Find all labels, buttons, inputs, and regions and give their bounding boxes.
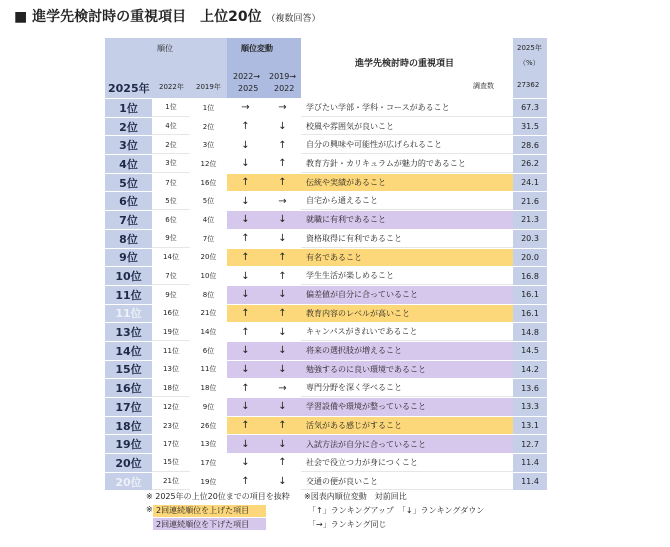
change-2019-2022-arrow: → (264, 99, 301, 117)
page-title (14, 6, 320, 26)
item-label: 将来の選択肢が増えること (301, 342, 513, 360)
change-2022-2025-arrow: ↓ (227, 286, 264, 304)
rank-2022-cell: 16位 (152, 305, 190, 323)
change-2019-2022-arrow: ↑ (264, 454, 301, 472)
change-b-label: 2019→ (269, 72, 297, 81)
change-2022-2025-arrow: ↓ (227, 211, 264, 229)
rank-2019-cell: 20位 (190, 249, 227, 267)
percent-cell: 12.7 (513, 435, 547, 453)
item-label: 専門分野を深く学べること (301, 379, 513, 397)
item-label: 校風や雰囲気が良いこと (301, 118, 513, 136)
item-label: 伝統や実績があること (301, 174, 513, 192)
percent-cell: 11.4 (513, 473, 547, 491)
rank-cell: 14位 (105, 342, 152, 360)
item-label: 自宅から通えること (301, 192, 513, 210)
change-2022-2025-arrow: ↑ (227, 379, 264, 397)
rank-2019-cell: 12位 (190, 155, 227, 173)
change-2022-2025-arrow: ↑ (227, 249, 264, 267)
legend-down-label: 2回連続順位を下げた項目 (156, 520, 250, 529)
rank-header (105, 38, 227, 98)
item-label: キャンパスがきれいであること (301, 323, 513, 341)
item-label: 資格取得に有利であること (301, 230, 513, 248)
change-2022-2025-arrow: ↓ (227, 435, 264, 453)
table-row (105, 248, 547, 267)
table-row (105, 210, 547, 229)
rank-2019-cell: 10位 (190, 267, 227, 285)
rank-2022-cell: 17位 (152, 435, 190, 453)
rank-cell: 7位 (105, 211, 152, 229)
change-2019-2022-arrow: ↑ (264, 249, 301, 267)
survey-count: 27362 (517, 81, 540, 89)
ranking-table (105, 38, 547, 490)
rank-cell: 15位 (105, 361, 152, 379)
change-2019-2022-arrow: ↑ (264, 267, 301, 285)
year-2025-label: 2025年 (108, 82, 150, 95)
title-sub: （複数回答） (266, 14, 321, 24)
table-header (105, 38, 547, 98)
rank-2019-cell: 9位 (190, 398, 227, 416)
rank-2019-cell: 18位 (190, 379, 227, 397)
rank-2022-cell: 13位 (152, 361, 190, 379)
rank-2019-cell: 5位 (190, 192, 227, 210)
change-2022-2025-arrow: ↑ (227, 118, 264, 136)
item-label: 学習設備や環境が整っていること (301, 398, 513, 416)
item-header (301, 38, 513, 98)
change-2019-2022-arrow: ↑ (264, 417, 301, 435)
change-a-label: 2022→ (233, 72, 261, 81)
item-label: 有名であること (301, 249, 513, 267)
item-label: 学生生活が楽しめること (301, 267, 513, 285)
change-2019-2022-arrow: ↓ (264, 118, 301, 136)
rank-cell: 8位 (105, 230, 152, 248)
rank-cell: 6位 (105, 192, 152, 210)
change-2022-2025-arrow: ↓ (227, 398, 264, 416)
rank-2019-cell: 11位 (190, 361, 227, 379)
percent-cell: 14.2 (513, 361, 547, 379)
rank-cell: 19位 (105, 435, 152, 453)
rank-2019-cell: 3位 (190, 136, 227, 154)
rank-cell: 11位 (105, 286, 152, 304)
rank-2019-cell: 17位 (190, 454, 227, 472)
change-2019-2022-arrow: ↓ (264, 435, 301, 453)
item-label: 勉強するのに良い環境であること (301, 361, 513, 379)
survey-label: 調査数 (473, 82, 494, 90)
rank-2019-cell: 13位 (190, 435, 227, 453)
table-row (105, 191, 547, 210)
rank-cell: 2位 (105, 118, 152, 136)
rank-2022-cell: 7位 (152, 267, 190, 285)
percent-cell: 13.1 (513, 417, 547, 435)
rank-cell: 10位 (105, 267, 152, 285)
rank-2022-cell: 19位 (152, 323, 190, 341)
percent-cell: 28.6 (513, 136, 547, 154)
pct-year-label: 2025年 (517, 44, 542, 52)
percent-cell: 11.4 (513, 454, 547, 472)
change-2019-2022-arrow: ↑ (264, 155, 301, 173)
note-mark: ※ (146, 505, 153, 514)
change-2019-2022-arrow: ↓ (264, 286, 301, 304)
rank-cell: 20位 (105, 473, 152, 491)
year-2019-label: 2019年 (196, 83, 221, 91)
percent-cell: 13.3 (513, 398, 547, 416)
rank-cell: 3位 (105, 136, 152, 154)
rank-2022-cell: 4位 (152, 118, 190, 136)
table-row (105, 154, 547, 173)
table-row (105, 378, 547, 397)
change-2022-2025-arrow: ↓ (227, 136, 264, 154)
change-2022-2025-arrow: ↑ (227, 174, 264, 192)
change-2022-2025-arrow: ↑ (227, 473, 264, 491)
item-label: 就職に有利であること (301, 211, 513, 229)
rank-2019-cell: 14位 (190, 323, 227, 341)
percent-cell: 26.2 (513, 155, 547, 173)
table-row (105, 416, 547, 435)
rank-2022-cell: 15位 (152, 454, 190, 472)
table-row (105, 472, 547, 491)
change-2022-2025-arrow: ↑ (227, 230, 264, 248)
rank-2022-cell: 9位 (152, 286, 190, 304)
note-change: ※図表内順位変動 対前回比 (304, 492, 407, 501)
item-label: 活気がある感じがすること (301, 417, 513, 435)
rank-2022-cell: 12位 (152, 398, 190, 416)
year-2022-label: 2022年 (159, 83, 184, 91)
table-row (105, 322, 547, 341)
legend-arrows-updown: 「↑」ランキングアップ 「↓」ランキングダウン (308, 506, 485, 515)
rank-2019-cell: 1位 (190, 99, 227, 117)
rank-2019-cell: 21位 (190, 305, 227, 323)
change-2022-2025-arrow: ↑ (227, 323, 264, 341)
table-row (105, 304, 547, 323)
change-2019-2022-arrow: ↓ (264, 398, 301, 416)
rank-2022-cell: 7位 (152, 174, 190, 192)
table-row (105, 285, 547, 304)
change-2019-2022-arrow: ↓ (264, 230, 301, 248)
rank-2022-cell: 9位 (152, 230, 190, 248)
item-label: 学びたい学部・学科・コースがあること (301, 99, 513, 117)
rank-cell: 20位 (105, 454, 152, 472)
change-2019-2022-arrow: ↑ (264, 305, 301, 323)
table-row (105, 360, 547, 379)
rank-2022-cell: 18位 (152, 379, 190, 397)
rank-cell: 18位 (105, 417, 152, 435)
change-2019-2022-arrow: → (264, 192, 301, 210)
table-row (105, 453, 547, 472)
change-2019-2022-arrow: ↓ (264, 361, 301, 379)
table-row (105, 98, 547, 117)
table-row (105, 434, 547, 453)
percent-cell: 31.5 (513, 118, 547, 136)
rank-2019-cell: 8位 (190, 286, 227, 304)
rank-2022-cell: 14位 (152, 249, 190, 267)
rank-2022-cell: 23位 (152, 417, 190, 435)
change-2022-2025-arrow: ↓ (227, 454, 264, 472)
rank-2022-cell: 21位 (152, 473, 190, 491)
change-2022-2025-arrow: ↓ (227, 155, 264, 173)
change-2022-2025-arrow: ↓ (227, 342, 264, 360)
percent-cell: 14.8 (513, 323, 547, 341)
item-label: 社会で役立つ力が身につくこと (301, 454, 513, 472)
title-main: ■ 進学先検討時の重視項目 上位20位 (14, 9, 262, 25)
change-2019-2022-arrow: ↑ (264, 174, 301, 192)
rank-2022-cell: 11位 (152, 342, 190, 360)
rank-2022-cell: 3位 (152, 155, 190, 173)
change-a2-label: 2025 (238, 84, 259, 93)
percent-cell: 21.6 (513, 192, 547, 210)
item-label: 教育内容のレベルが高いこと (301, 305, 513, 323)
rank-cell: 4位 (105, 155, 152, 173)
change-2022-2025-arrow: ↑ (227, 417, 264, 435)
legend-up-label: 2回連続順位を上げた項目 (156, 506, 250, 515)
percent-cell: 24.1 (513, 174, 547, 192)
percent-cell: 21.3 (513, 211, 547, 229)
percent-cell: 14.5 (513, 342, 547, 360)
item-label: 自分の興味や可能性が広げられること (301, 136, 513, 154)
table-row (105, 173, 547, 192)
table-row (105, 135, 547, 154)
rank-2022-cell: 2位 (152, 136, 190, 154)
rank-group-label: 順位 (157, 44, 173, 53)
percent-cell: 67.3 (513, 99, 547, 117)
change-2019-2022-arrow: → (264, 379, 301, 397)
percent-cell: 13.6 (513, 379, 547, 397)
note-extract: ※ 2025年の上位20位までの項目を抜粋 (146, 492, 290, 501)
table-body (105, 98, 547, 490)
percent-cell: 20.3 (513, 230, 547, 248)
pct-header (513, 38, 547, 98)
change-2022-2025-arrow: ↓ (227, 192, 264, 210)
table-row (105, 229, 547, 248)
change-2019-2022-arrow: ↓ (264, 323, 301, 341)
rank-2019-cell: 16位 (190, 174, 227, 192)
rank-2019-cell: 4位 (190, 211, 227, 229)
percent-cell: 16.1 (513, 305, 547, 323)
legend-arrow-same: 「→」ランキング同じ (308, 520, 387, 529)
item-label: 教育方針・カリキュラムが魅力的であること (301, 155, 513, 173)
change-2022-2025-arrow: ↓ (227, 267, 264, 285)
rank-cell: 1位 (105, 99, 152, 117)
rank-cell: 17位 (105, 398, 152, 416)
rank-cell: 13位 (105, 323, 152, 341)
change-2022-2025-arrow: ↓ (227, 361, 264, 379)
rank-2019-cell: 7位 (190, 230, 227, 248)
change-b2-label: 2022 (274, 84, 295, 93)
rank-2022-cell: 5位 (152, 192, 190, 210)
table-row (105, 341, 547, 360)
rank-2019-cell: 26位 (190, 417, 227, 435)
change-2022-2025-arrow: ↑ (227, 305, 264, 323)
table-row (105, 117, 547, 136)
percent-cell: 16.8 (513, 267, 547, 285)
percent-cell: 16.1 (513, 286, 547, 304)
change-2019-2022-arrow: ↓ (264, 211, 301, 229)
table-row (105, 266, 547, 285)
rank-2022-cell: 1位 (152, 99, 190, 117)
change-2019-2022-arrow: ↓ (264, 342, 301, 360)
item-label: 交通の便が良いこと (301, 473, 513, 491)
rank-cell: 16位 (105, 379, 152, 397)
item-header-title: 進学先検討時の重視項目 (355, 59, 455, 69)
change-header (227, 38, 301, 98)
rank-2019-cell: 2位 (190, 118, 227, 136)
change-group-label: 順位変動 (241, 44, 273, 53)
item-label: 入試方法が自分に合っていること (301, 435, 513, 453)
percent-cell: 20.0 (513, 249, 547, 267)
pct-unit-label: （%） (519, 59, 540, 67)
rank-2022-cell: 6位 (152, 211, 190, 229)
rank-cell: 9位 (105, 249, 152, 267)
change-2019-2022-arrow: ↑ (264, 136, 301, 154)
rank-2019-cell: 19位 (190, 473, 227, 491)
table-row (105, 397, 547, 416)
change-2022-2025-arrow: → (227, 99, 264, 117)
rank-2019-cell: 6位 (190, 342, 227, 360)
change-2019-2022-arrow: ↓ (264, 473, 301, 491)
rank-cell: 5位 (105, 174, 152, 192)
rank-cell: 11位 (105, 305, 152, 323)
item-label: 偏差値が自分に合っていること (301, 286, 513, 304)
